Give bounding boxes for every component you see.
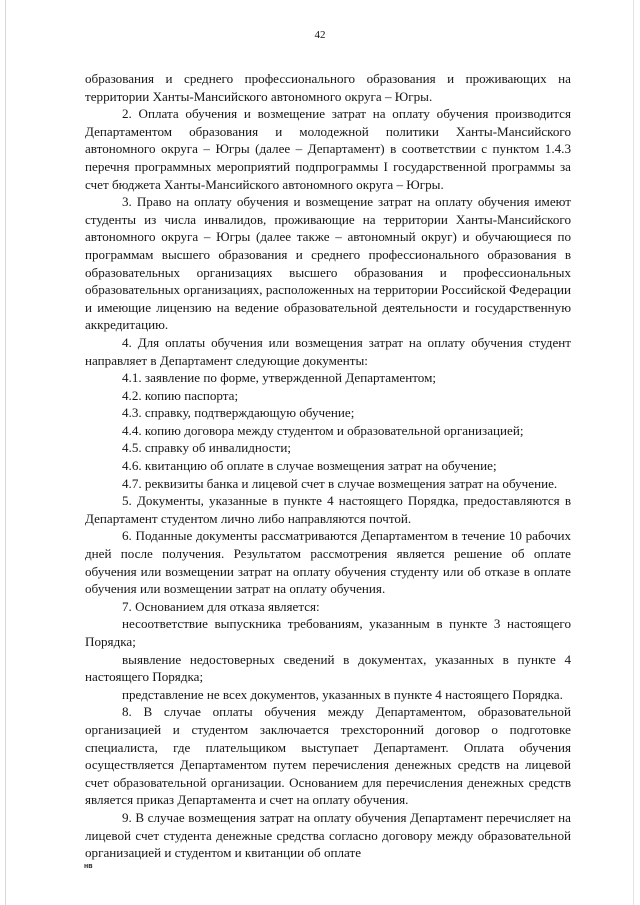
item-4-5: 4.5. справку об инвалидности; (122, 440, 291, 456)
refusal-reason-3: представление не всех документов, указанных в пункте 4 настоящего Порядка. (122, 686, 563, 702)
item-4-1: 4.1. заявление по форме, утвержденной Департаментом; (122, 370, 436, 386)
paragraph-8: 8. В случае оплаты обучения между Департаментом, образовательной организацией и студентом заключается трехсторонний договор о подготовке специалиста, где плательщиком выступает Департамент. Оплата обучения осуществляется Департаментом путем перечисления денежных средств на лицевой счет образовательной организации. Основанием для перечисления денежных средств является приказ Департамента и счет на оплату обучения. (85, 704, 571, 808)
paragraph-9: 9. В случае возмещения затрат на оплату обучения Департамент перечисляет на лицевой счет студента денежные средства согласно договору между образовательной организацией и студентом и квитанции об оплате (85, 809, 571, 861)
paragraph-7: 7. Основанием для отказа является: (122, 598, 320, 614)
item-4-2: 4.2. копию паспорта; (122, 387, 239, 403)
item-4-4: 4.4. копию договора между студентом и образовательной организацией; (122, 422, 524, 438)
paragraph-6: 6. Поданные документы рассматриваются Департаментом в течение 10 рабочих дней после получения. Результатом рассмотрения является решение об оплате обучения или возмещении затрат на оплату обучения студенту или об отказе в оплате обучения или возмещении затрат на оплату обучения. (85, 528, 571, 597)
item-4-6: 4.6. квитанцию об оплате в случае возмещения затрат на обучение; (122, 458, 497, 474)
item-4-3: 4.3. справку, подтверждающую обучение; (122, 405, 355, 421)
paragraph-2: 2. Оплата обучения и возмещение затрат на оплату обучения производится Департаментом образования и молодежной политики Ханты-Мансийского автономного округа – Югры (далее – Департамент) в соответствии с пунктом 1.4.3 перечня программных мероприятий подпрограммы I государственной программы за счет бюджета Ханты-Мансийского автономного округа – Югры. (85, 106, 571, 192)
paragraph-4: 4. Для оплаты обучения или возмещения затрат на оплату обучения студент направляет в Департамент следующие документы: (85, 334, 571, 368)
paragraph-3: 3. Право на оплату обучения и возмещение затрат на оплату обучения имеют студенты из числа инвалидов, проживающие на территории Ханты-Мансийского автономного округа – Югры (далее также – автономный округ) и обучающиеся по программам высшего образования и среднего профессионального образования в образовательных организациях высшего образования и профессиональных образовательных организациях, расположенных на территории Российской Федерации и имеющие лицензию на ведение образовательной деятельности и государственную аккредитацию. (85, 194, 571, 333)
refusal-reason-1: несоответствие выпускника требованиям, указанным в пункте 3 настоящего Порядка; (85, 616, 571, 649)
scan-edge-left (5, 0, 6, 905)
footer-initials: нв (84, 863, 93, 870)
item-4-7: 4.7. реквизиты банка и лицевой счет в случае возмещения затрат на обучение. (122, 475, 558, 491)
paragraph-5: 5. Документы, указанные в пункте 4 настоящего Порядка, предоставляются в Департамент студентом лично либо направляются почтой. (85, 493, 571, 526)
refusal-reason-2: выявление недостоверных сведений в документах, указанных в пункте 4 настоящего Порядка; (85, 651, 571, 685)
scan-edge-right (633, 0, 634, 905)
page-number: 42 (314, 29, 326, 41)
paragraph-continuation: образования и среднего профессионального образования и проживающих на территории Ханты-Мансийского автономного округа – Югры. (85, 71, 571, 104)
document-body (85, 70, 571, 862)
